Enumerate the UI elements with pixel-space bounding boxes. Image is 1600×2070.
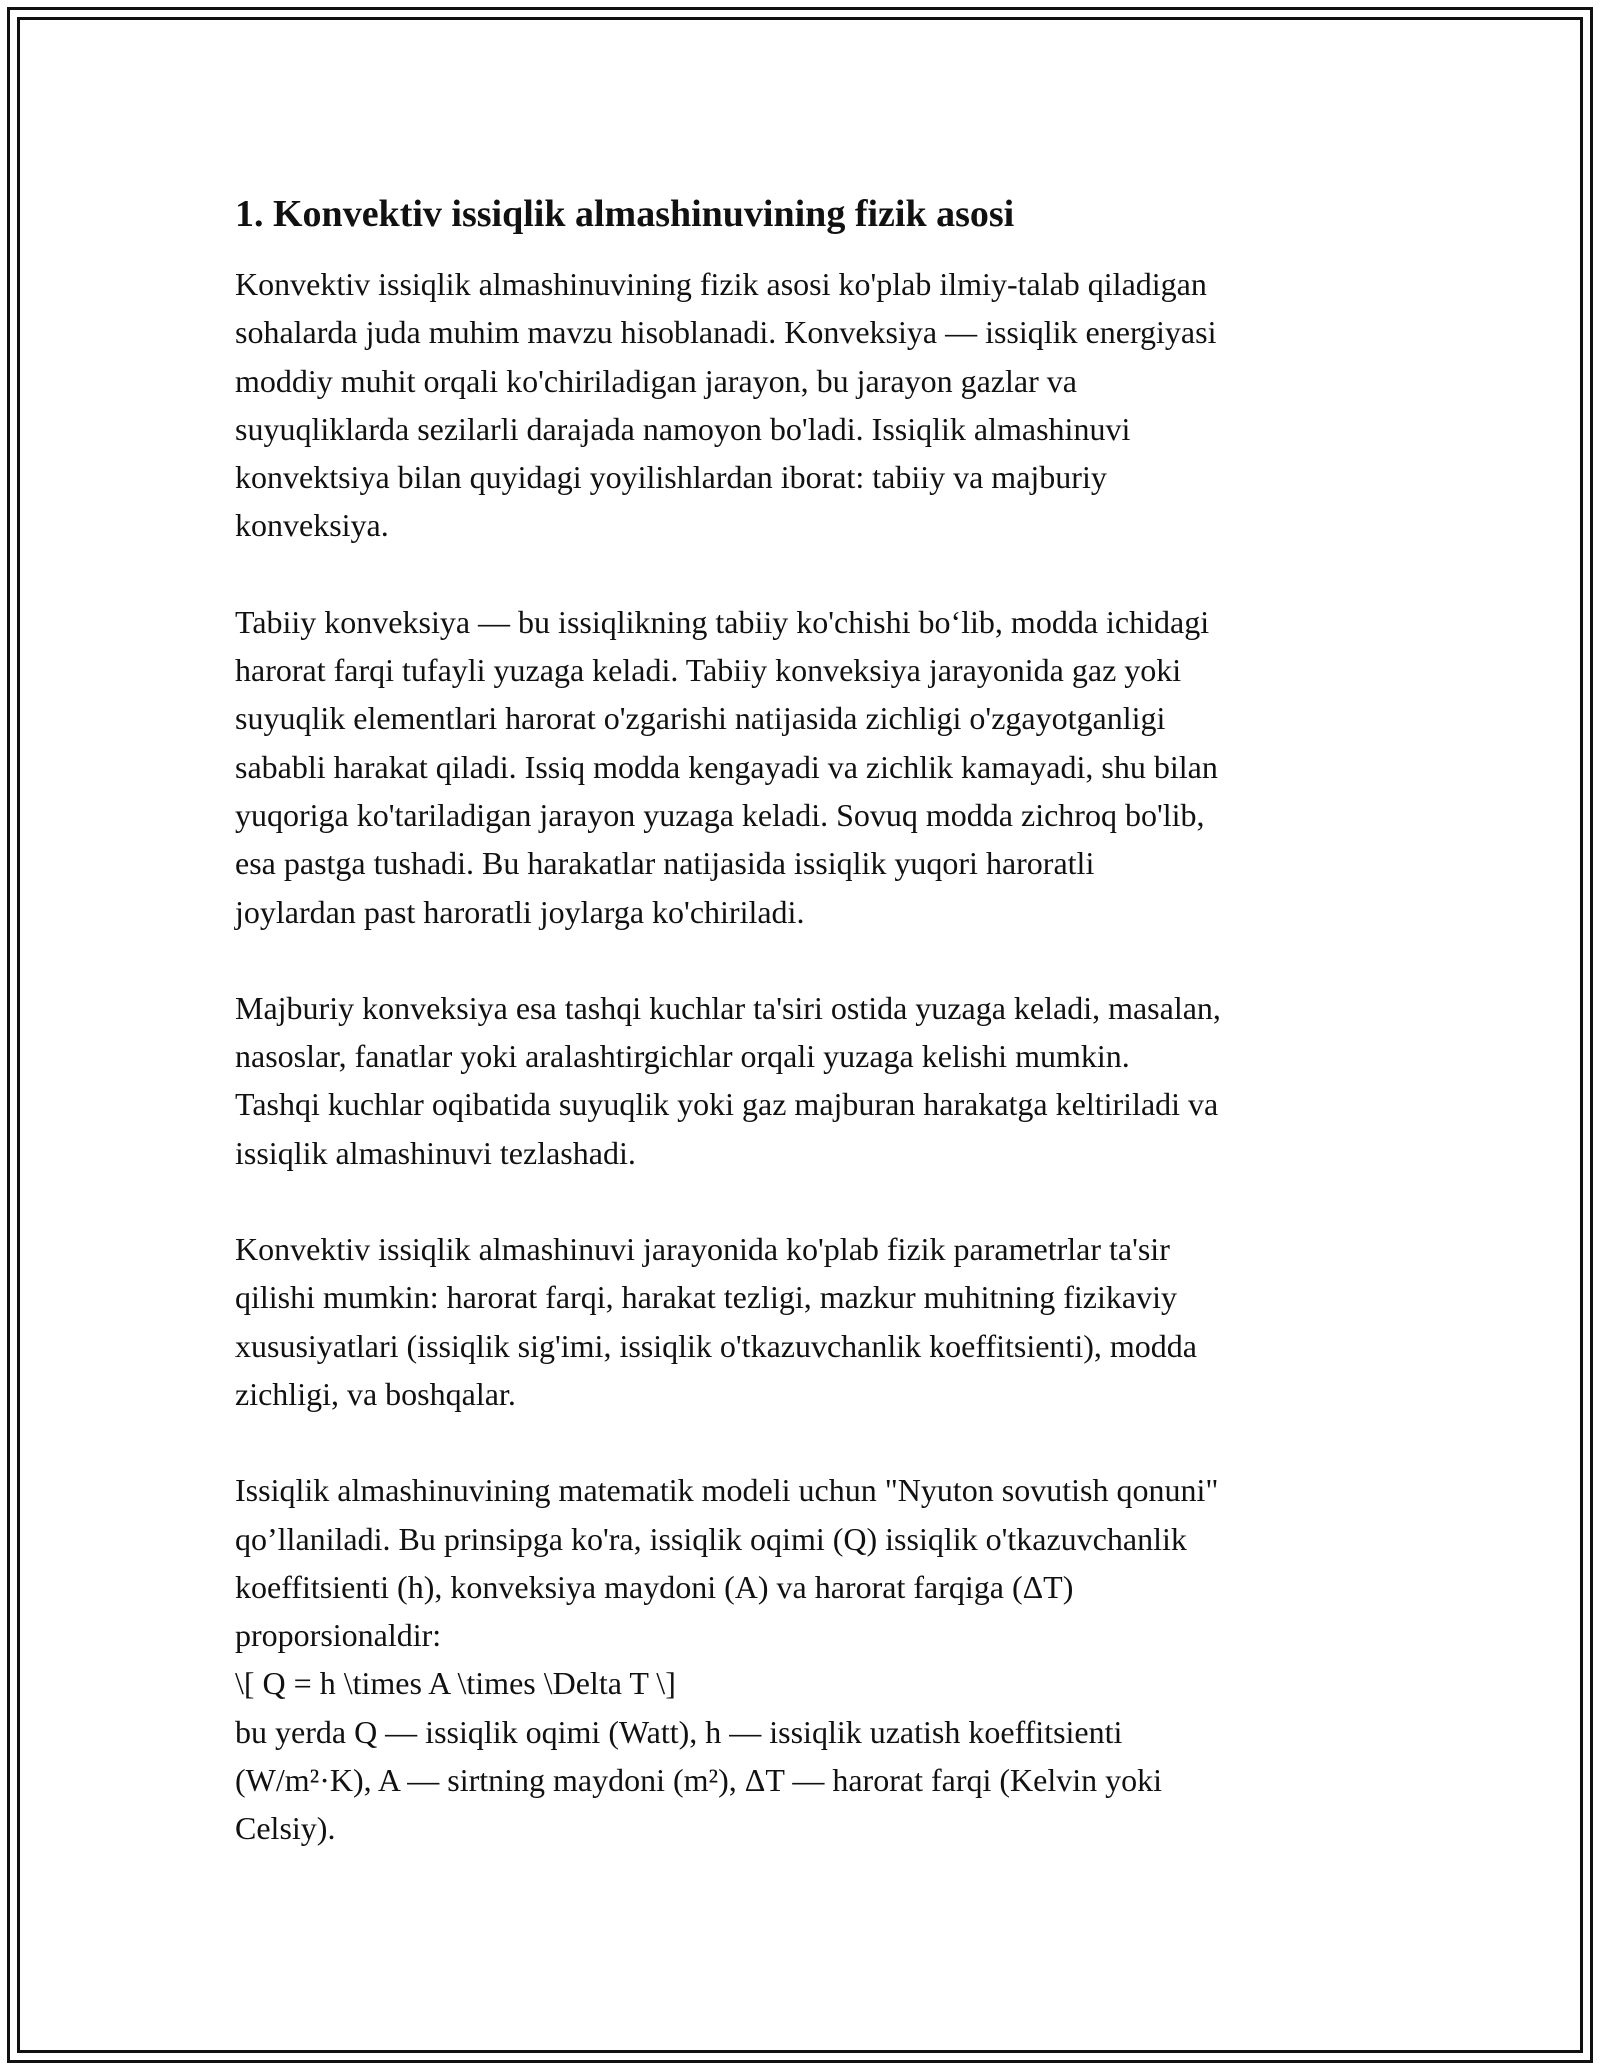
text-line: moddiy muhit orqali ko'chiriladigan jarayon, bu jarayon gazlar va — [235, 362, 1077, 399]
text-line: sohalarda juda muhim mavzu hisoblanadi. Konveksiya — issiqlik energiyasi — [235, 314, 1217, 351]
paragraph-parameters — [235, 1225, 1365, 1418]
text-line: yuqoriga ko'tariladigan jarayon yuzaga keladi. Sovuq modda zichroq bo'lib, — [235, 796, 1205, 833]
text-line: (W/m²·K), A — sirtning maydoni (m²), ΔT — harorat farqi (Kelvin yoki — [235, 1762, 1162, 1799]
text-line: harorat farqi tufayli yuzaga keladi. Tabiiy konveksiya jarayonida gaz yoki — [235, 652, 1182, 689]
text-line: qilishi mumkin: harorat farqi, harakat tezligi, mazkur muhitning fizikaviy — [235, 1279, 1177, 1316]
text-line: xususiyatlari (issiqlik sig'imi, issiqlik o'tkazuvchanlik koeffitsienti), modda — [235, 1327, 1197, 1364]
text-line: Celsiy). — [235, 1810, 336, 1847]
text-line: proporsionaldir: — [235, 1617, 442, 1654]
text-line: esa pastga tushadi. Bu harakatlar natijasida issiqlik yuqori haroratli — [235, 845, 1095, 882]
text-line: Konvektiv issiqlik almashinuvining fizik asosi ko'plab ilmiy-talab qiladigan — [235, 266, 1207, 302]
text-line: issiqlik almashinuvi tezlashadi. — [235, 1134, 636, 1171]
text-line: bu yerda Q — issiqlik oqimi (Watt), h — issiqlik uzatish koeffitsienti — [235, 1713, 1123, 1750]
text-line: nasoslar, fanatlar yoki aralashtirgichlar orqali yuzaga kelishi mumkin. — [235, 1038, 1130, 1075]
text-line: zichligi, va boshqalar. — [235, 1375, 516, 1412]
text-line: konveksiya. — [235, 507, 389, 544]
text-line: koeffitsienti (h), konveksiya maydoni (A) va harorat farqiga (ΔT) — [235, 1568, 1074, 1605]
text-line: joylardan past haroratli joylarga ko'chiriladi. — [235, 893, 805, 930]
formula-line: \[ Q = h \times A \times \Delta T \] — [235, 1665, 676, 1702]
text-line: Tabiiy konveksiya — bu issiqlikning tabiiy ko'chishi bo‘lib, modda ichidagi — [235, 603, 1210, 640]
text-line: Majburiy konveksiya esa tashqi kuchlar ta'siri ostida yuzaga keladi, masalan, — [235, 989, 1221, 1026]
paragraph-newton-law — [235, 1466, 1365, 1852]
text-line: konvektsiya bilan quyidagi yoyilishlardan iborat: tabiiy va majburiy — [235, 459, 1107, 496]
text-line: Tashqi kuchlar oqibatida suyuqlik yoki gaz majburan harakatga keltiriladi va — [235, 1086, 1219, 1123]
paragraph-natural-convection — [235, 598, 1365, 936]
text-line: Issiqlik almashinuvining matematik modeli uchun "Nyuton sovutish qonuni" — [235, 1472, 1219, 1509]
section-heading: 1. Konvektiv issiqlik almashinuvining fizik asosi — [235, 193, 1015, 235]
text-line: sababli harakat qiladi. Issiq modda kengayadi va zichlik kamayadi, shu bilan — [235, 748, 1218, 785]
text-line: suyuqlik elementlari harorat o'zgarishi natijasida zichligi o'zgayotganligi — [235, 700, 1166, 737]
paragraph-forced-convection — [235, 984, 1365, 1177]
text-line: suyuqliklarda sezilarli darajada namoyon bo'ladi. Issiqlik almashinuvi — [235, 410, 1131, 447]
text-line: qo’llaniladi. Bu prinsipga ko'ra, issiqlik oqimi (Q) issiqlik o'tkazuvchanlik — [235, 1520, 1187, 1557]
document-body — [235, 190, 1365, 1853]
text-line: Konvektiv issiqlik almashinuvi jarayonida ko'plab fizik parametrlar ta'sir — [235, 1231, 1170, 1268]
paragraph-intro — [235, 260, 1365, 550]
